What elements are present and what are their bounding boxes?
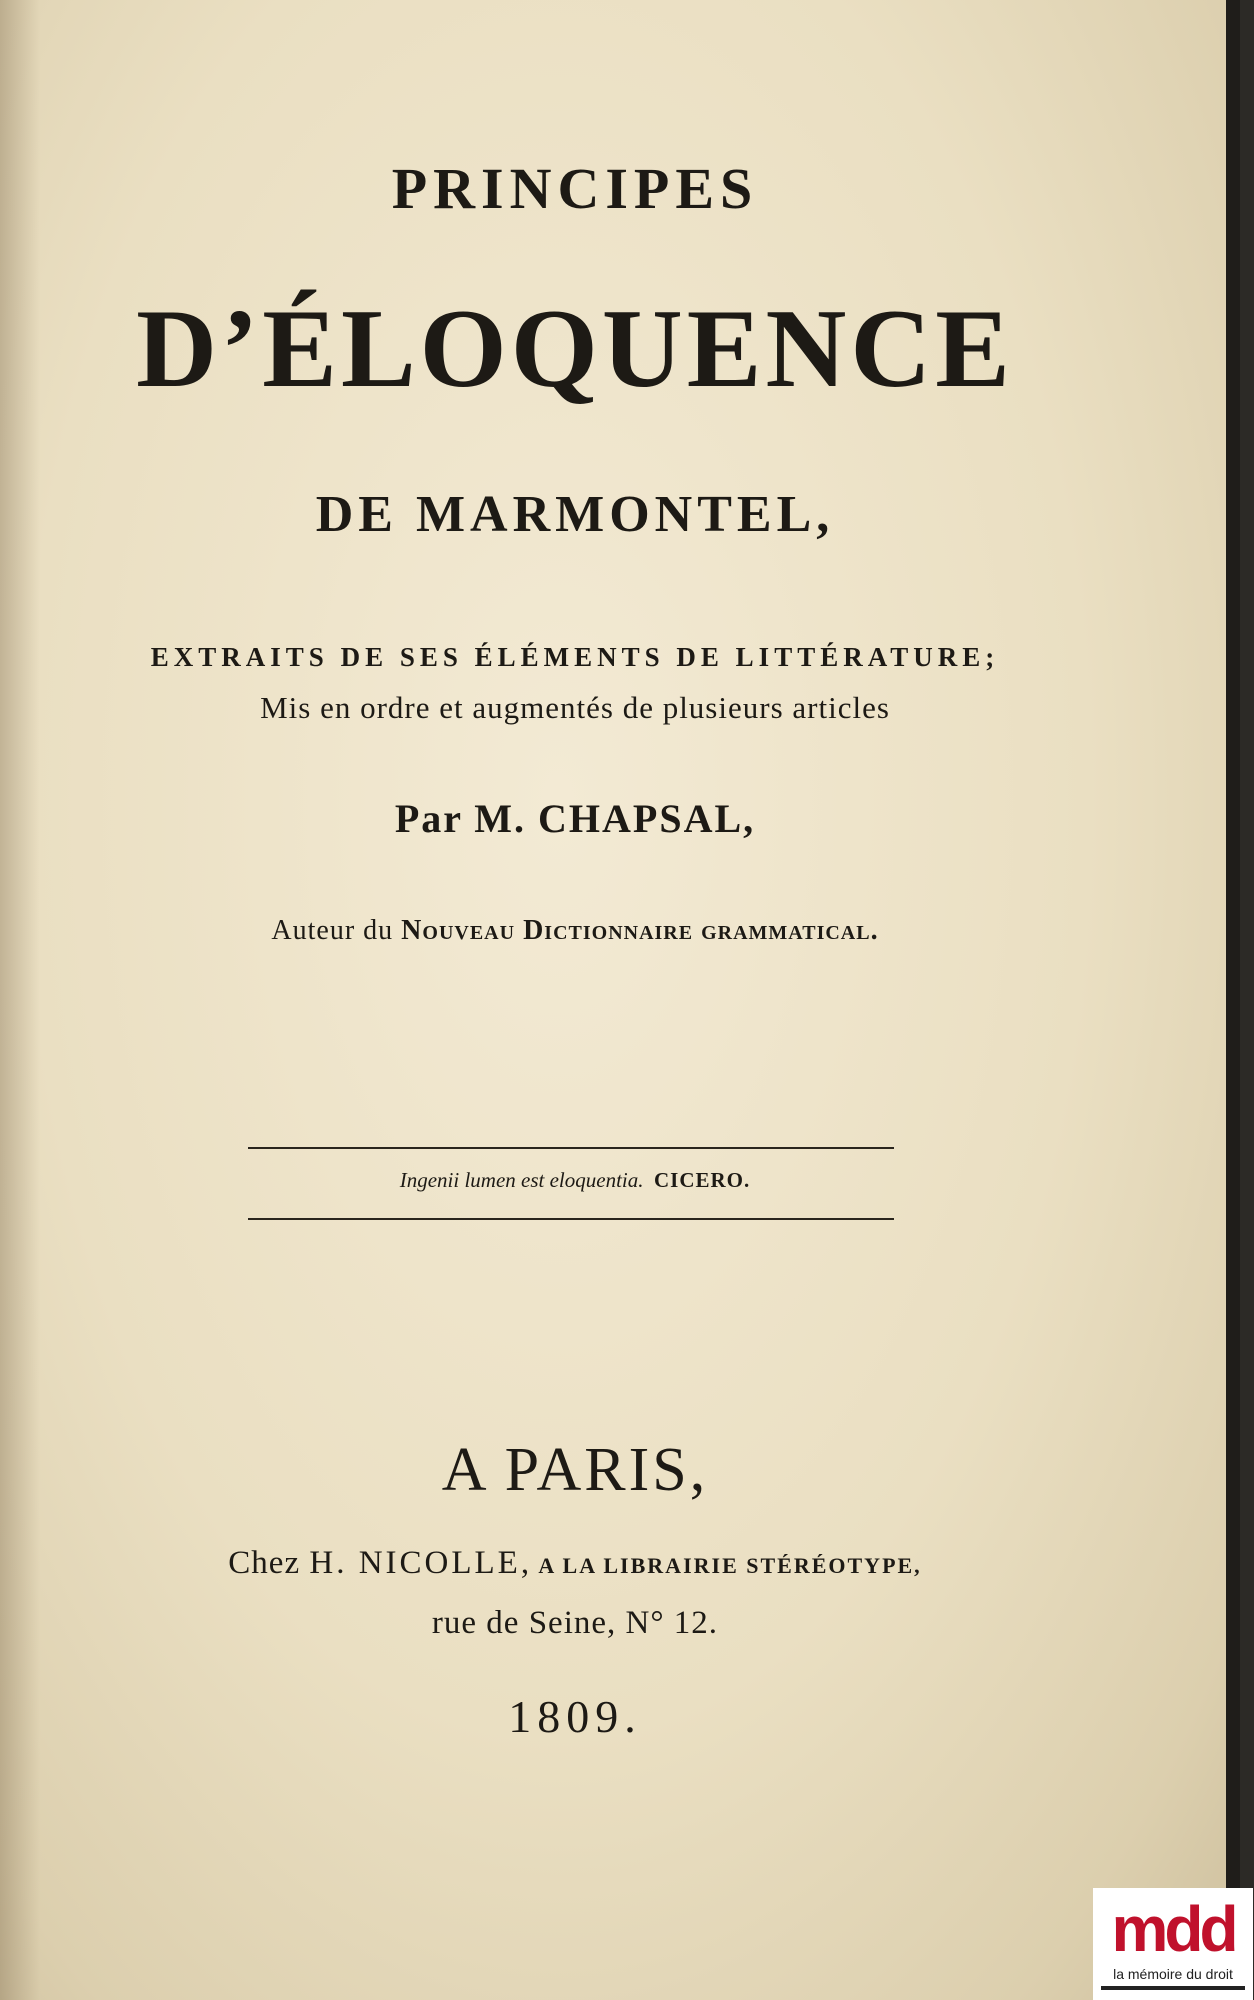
- author-credit-prefix: Auteur du: [271, 915, 402, 946]
- author-line: Par M. CHAPSAL,: [394, 796, 756, 841]
- motto: [0, 1168, 1150, 1193]
- imprint-city: A PARIS,: [441, 1436, 709, 1504]
- author-credit-work: Nouveau Dictionnaire grammatical.: [401, 915, 879, 946]
- author-credit: [0, 915, 1150, 947]
- mdd-logo-mark: mdd: [1111, 1893, 1235, 1965]
- title-line-marmontel: DE MARMONTEL,: [315, 486, 835, 543]
- mdd-logo-subtitle: la mémoire du droit: [1113, 1966, 1233, 1982]
- book-spine-edge: [1226, 0, 1240, 2000]
- subtitle-mis-en-ordre: Mis en ordre et augmentés de plusieurs articles: [260, 690, 890, 725]
- publisher-suffix: A LA LIBRAIRIE STÉRÉOTYPE,: [532, 1553, 922, 1578]
- imprint-publisher: [0, 1545, 1150, 1582]
- title-line-principes: PRINCIPES: [391, 156, 759, 221]
- motto-rule-top: [248, 1147, 894, 1149]
- subtitle-extraits: EXTRAITS DE SES ÉLÉMENTS DE LITTÉRATURE;: [150, 642, 1000, 672]
- publisher-name: H. NICOLLE,: [309, 1545, 533, 1581]
- imprint-address: rue de Seine, N° 12.: [431, 1605, 719, 1641]
- mdd-logo-bar: [1101, 1986, 1245, 1990]
- title-line-eloquence: D’ÉLOQUENCE: [136, 287, 1014, 411]
- motto-author: CICERO.: [654, 1168, 751, 1192]
- publisher-prefix: Chez: [228, 1545, 310, 1581]
- imprint-year: 1809.: [508, 1691, 642, 1742]
- motto-quote: Ingenii lumen est eloquentia.: [399, 1168, 644, 1192]
- mdd-logo: [1093, 1888, 1253, 2000]
- motto-rule-bottom: [248, 1218, 894, 1220]
